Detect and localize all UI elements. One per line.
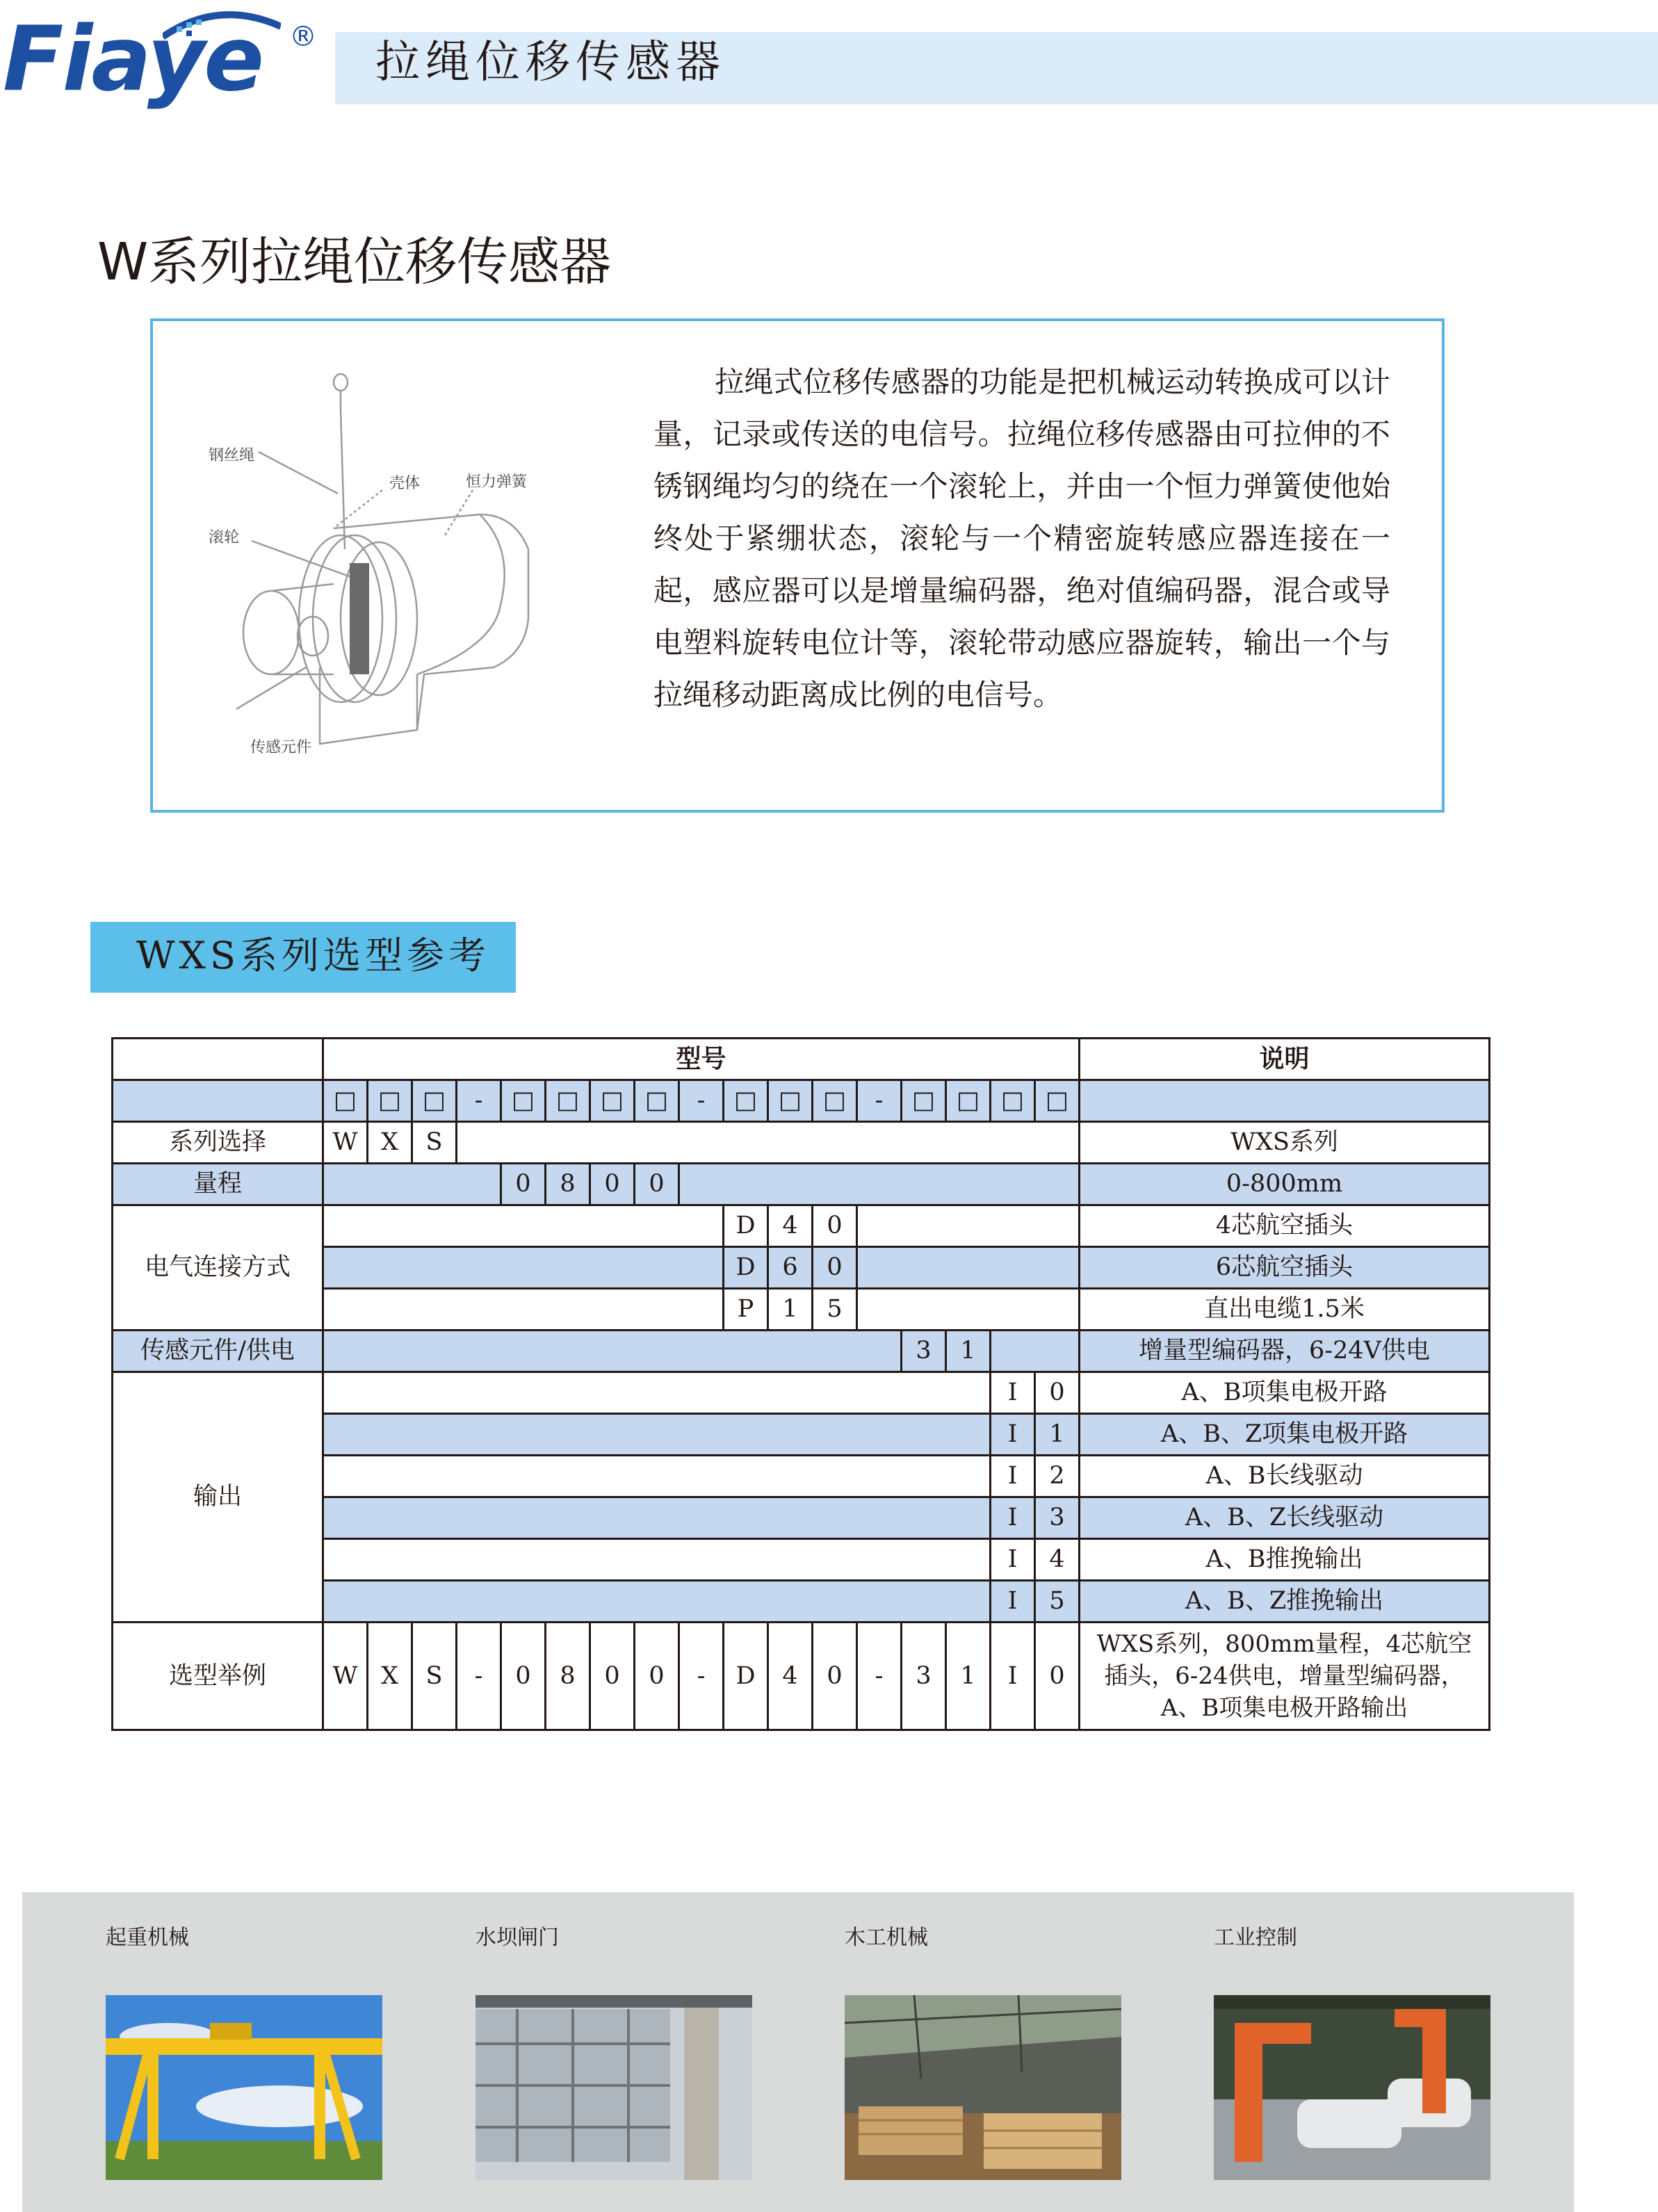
code-value: W	[323, 1623, 368, 1730]
row-description: 直出电缆1.5米	[1080, 1289, 1490, 1331]
industrial-robot-photo	[1214, 1995, 1490, 2180]
empty-cell	[323, 1539, 991, 1581]
code-value: 0	[813, 1247, 857, 1289]
row-description: A、B、Z长线驱动	[1080, 1497, 1490, 1539]
code-value: 3	[1035, 1497, 1080, 1539]
code-slot: □	[946, 1080, 991, 1122]
code-slot: □	[368, 1080, 412, 1122]
code-value: I	[991, 1581, 1035, 1623]
row-description: 增量型编码器，6-24V供电	[1080, 1331, 1490, 1372]
row-label: 量程	[113, 1164, 323, 1205]
code-value: 0	[635, 1623, 679, 1730]
row-description: A、B长线驱动	[1080, 1456, 1490, 1497]
code-value: 0	[590, 1623, 635, 1730]
row-description: WXS系列	[1080, 1122, 1490, 1164]
header-model: 型号	[323, 1039, 1080, 1080]
code-slot: □	[1035, 1080, 1080, 1122]
code-value: -	[679, 1623, 724, 1730]
code-value: -	[857, 1623, 902, 1730]
empty-cell	[457, 1122, 1080, 1164]
code-value: 2	[1035, 1456, 1080, 1497]
application-label: 木工机械	[845, 1926, 928, 1950]
brand-logo	[3, 6, 323, 110]
code-value: D	[724, 1623, 768, 1730]
table-row	[113, 1164, 1490, 1205]
row-description: A、B、Z推挽输出	[1080, 1581, 1490, 1623]
empty-cell	[857, 1205, 1080, 1247]
code-value: S	[412, 1122, 457, 1164]
code-value: 4	[1035, 1539, 1080, 1581]
empty-cell	[323, 1456, 991, 1497]
table-row	[113, 1122, 1490, 1164]
selection-table	[111, 1037, 1490, 1731]
example-row	[113, 1623, 1490, 1730]
code-slot: □	[902, 1080, 946, 1122]
application-label: 工业控制	[1214, 1926, 1297, 1950]
code-slot: □	[813, 1080, 857, 1122]
code-value: I	[991, 1623, 1035, 1730]
application-label: 水坝闸门	[476, 1926, 559, 1950]
code-value: I	[991, 1497, 1035, 1539]
empty-cell	[323, 1289, 724, 1331]
empty-cell	[991, 1331, 1080, 1372]
code-value: 4	[768, 1623, 813, 1730]
table-header-row	[113, 1039, 1490, 1080]
code-slot: □	[323, 1080, 368, 1122]
diagram-label-sensor: 传感元件	[250, 739, 312, 756]
diagram-label-wire: 钢丝绳	[209, 447, 255, 464]
empty-cell	[323, 1331, 902, 1372]
selection-section-label	[90, 922, 516, 993]
diagram-label-roller: 滚轮	[209, 529, 240, 546]
code-slot: □	[412, 1080, 457, 1122]
row-description: 6芯航空插头	[1080, 1247, 1490, 1289]
code-value: 0	[1035, 1623, 1080, 1730]
code-value: I	[991, 1456, 1035, 1497]
row-description: 4芯航空插头	[1080, 1205, 1490, 1247]
empty-cell	[323, 1164, 501, 1205]
code-value: W	[323, 1122, 368, 1164]
code-slot: -	[857, 1080, 902, 1122]
empty-cell	[323, 1581, 991, 1623]
code-value: 4	[768, 1205, 813, 1247]
empty-cell	[323, 1372, 991, 1414]
header-description: 说明	[1080, 1039, 1490, 1080]
table-row	[113, 1331, 1490, 1372]
row-label: 传感元件/供电	[113, 1331, 323, 1372]
code-template-row	[113, 1080, 1490, 1122]
code-value: 0	[501, 1623, 546, 1730]
code-slot: □	[768, 1080, 813, 1122]
row-label: 选型举例	[113, 1623, 323, 1730]
code-slot: □	[501, 1080, 546, 1122]
application-label: 起重机械	[106, 1926, 189, 1950]
code-value: 1	[1035, 1414, 1080, 1456]
page-title: 拉绳位移传感器	[375, 37, 726, 88]
code-value: D	[724, 1205, 768, 1247]
code-value: 0	[590, 1164, 635, 1205]
table-row	[113, 1205, 1490, 1247]
empty-cell	[323, 1205, 724, 1247]
code-slot: □	[635, 1080, 679, 1122]
code-row-label	[113, 1080, 323, 1122]
empty-cell	[323, 1247, 724, 1289]
empty-cell	[857, 1247, 1080, 1289]
row-description: A、B、Z项集电极开路	[1080, 1414, 1490, 1456]
code-value: -	[457, 1623, 501, 1730]
code-value: X	[368, 1122, 412, 1164]
code-value: 8	[546, 1164, 590, 1205]
table-corner-cell	[113, 1039, 323, 1080]
code-value: I	[991, 1372, 1035, 1414]
code-value: S	[412, 1623, 457, 1730]
code-slot: -	[679, 1080, 724, 1122]
code-value: 1	[946, 1623, 991, 1730]
registered-mark: ®	[289, 21, 317, 53]
code-value: 1	[768, 1289, 813, 1331]
code-value: 5	[1035, 1581, 1080, 1623]
code-value: 8	[546, 1623, 590, 1730]
empty-cell	[857, 1289, 1080, 1331]
code-value: 0	[635, 1164, 679, 1205]
code-value: 5	[813, 1289, 857, 1331]
empty-cell	[323, 1497, 991, 1539]
empty-cell	[323, 1414, 991, 1456]
gantry-crane-photo	[106, 1995, 382, 2180]
empty-cell	[679, 1164, 1080, 1205]
code-value: P	[724, 1289, 768, 1331]
code-value: X	[368, 1623, 412, 1730]
row-description: A、B项集电极开路	[1080, 1372, 1490, 1414]
row-label: 输出	[113, 1372, 323, 1623]
section-title: W系列拉绳位移传感器	[97, 232, 612, 292]
code-value: 0	[501, 1164, 546, 1205]
code-row-desc	[1080, 1080, 1490, 1122]
woodworking-photo	[845, 1995, 1121, 2180]
row-description: A、B推挽输出	[1080, 1539, 1490, 1581]
intro-paragraph: 拉绳式位移传感器的功能是把机械运动转换成可以计量，记录或传送的电信号。拉绳位移传感器由可拉伸的不锈钢绳均匀的绕在一个滚轮上，并由一个恒力弹簧使他始终处于紧绷状态，滚轮与一个精密旋转感应器连接在一起，感应器可以是增量编码器，绝对值编码器，混合或导电塑料旋转电位计等，滚轮带动感应器旋转，输出一个与拉绳移动距离成比例的电信号。	[653, 365, 1390, 712]
diagram-label-spring: 恒力弹簧	[466, 473, 528, 491]
diagram-label-housing: 壳体	[389, 475, 421, 492]
row-description: 0-800mm	[1080, 1164, 1490, 1205]
code-slot: □	[546, 1080, 590, 1122]
code-value: 1	[946, 1331, 991, 1372]
code-slot: -	[457, 1080, 501, 1122]
logo-wordmark: Fiaye	[3, 8, 263, 111]
table-row	[113, 1372, 1490, 1414]
code-slot: □	[991, 1080, 1035, 1122]
code-value: 3	[902, 1331, 946, 1372]
selection-section-title: WXS系列选型参考	[136, 934, 490, 977]
sensor-diagram	[209, 355, 584, 772]
code-value: D	[724, 1247, 768, 1289]
row-label: 系列选择	[113, 1122, 323, 1164]
row-description: WXS系列，800mm量程，4芯航空插头，6-24供电，增量型编码器，A、B项集电极开路输出	[1080, 1623, 1490, 1730]
code-value: 0	[813, 1205, 857, 1247]
code-value: 3	[902, 1623, 946, 1730]
code-value: I	[991, 1539, 1035, 1581]
dam-gate-photo	[476, 1995, 752, 2180]
code-value: 0	[813, 1623, 857, 1730]
code-slot: □	[724, 1080, 768, 1122]
code-value: 0	[1035, 1372, 1080, 1414]
code-slot: □	[590, 1080, 635, 1122]
code-value: 6	[768, 1247, 813, 1289]
row-label: 电气连接方式	[113, 1205, 323, 1331]
code-value: I	[991, 1414, 1035, 1456]
